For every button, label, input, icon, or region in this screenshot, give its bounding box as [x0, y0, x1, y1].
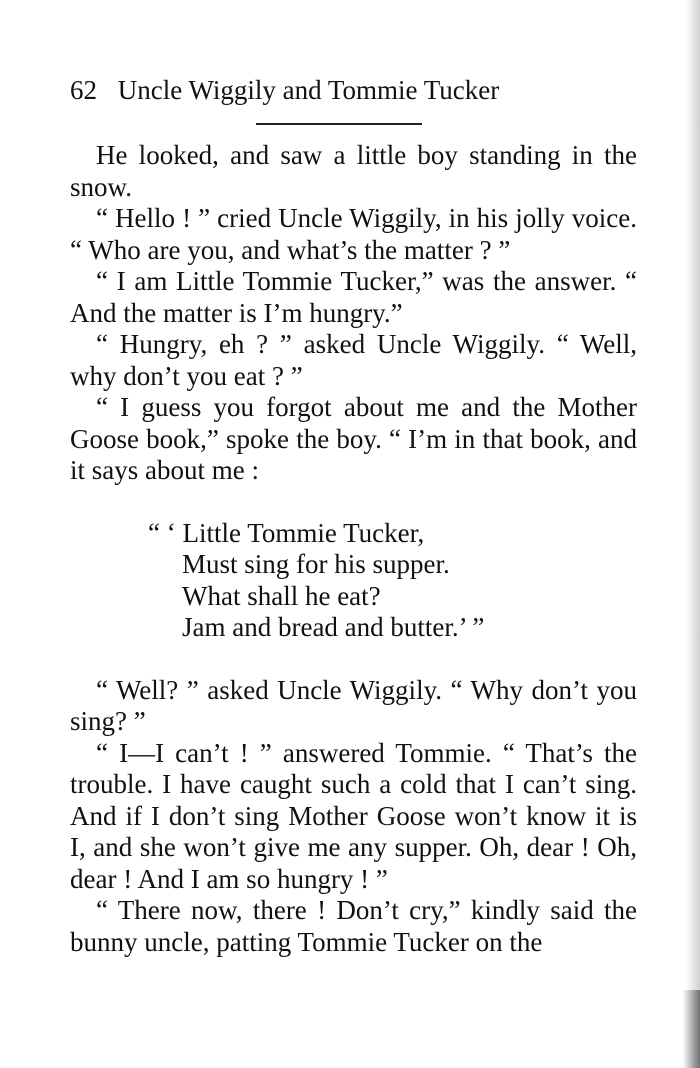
paragraph: “ Hello ! ” cried Uncle Wiggily, in his jolly voice. “ Who are you, and what’s the matter ? ” [70, 203, 637, 265]
paragraph: “ I—I can’t ! ” answered Tommie. “ That’s the trouble. I have caught such a cold that I can’t sing. And if I don’t sing Mother Goose won’t know it is I, and she won’t give me any supper. Oh, dear ! Oh, dear ! And I am so hungry ! ” [70, 737, 637, 894]
header-rule [256, 123, 422, 125]
running-title: Uncle Wiggily and Tommie Tucker [117, 75, 500, 105]
paragraph: “ There now, there ! Don’t cry,” kindly said the bunny uncle, patting Tommie Tucker on the [70, 895, 637, 957]
running-header [70, 72, 630, 108]
verse-line: What shall he eat? [182, 580, 381, 611]
paragraph: “ Hungry, eh ? ” asked Uncle Wiggily. “ Well, why don’t you eat ? ” [70, 329, 637, 391]
page-number: 62 [70, 75, 97, 105]
page-edge-shadow-bottom [682, 990, 700, 1068]
verse-line: “ ‘ Little Tommie Tucker, [148, 517, 425, 548]
paragraph: “ I am Little Tommie Tucker,” was the answer. “ And the matter is I’m hungry.” [70, 266, 637, 328]
paragraph: He looked, and saw a little boy standing in the snow. [70, 140, 637, 202]
page-edge-shadow [686, 0, 700, 1068]
verse-block [148, 518, 637, 644]
verse-line: Jam and bread and butter.’ ” [182, 612, 485, 642]
paragraph: “ Well? ” asked Uncle Wiggily. “ Why don’t you sing? ” [70, 674, 637, 736]
body-text [70, 140, 637, 958]
verse-line: Must sing for his supper. [182, 549, 450, 579]
paragraph: “ I guess you forgot about me and the Mother Goose book,” spoke the boy. “ I’m in that book, and it says about me : [70, 392, 637, 485]
